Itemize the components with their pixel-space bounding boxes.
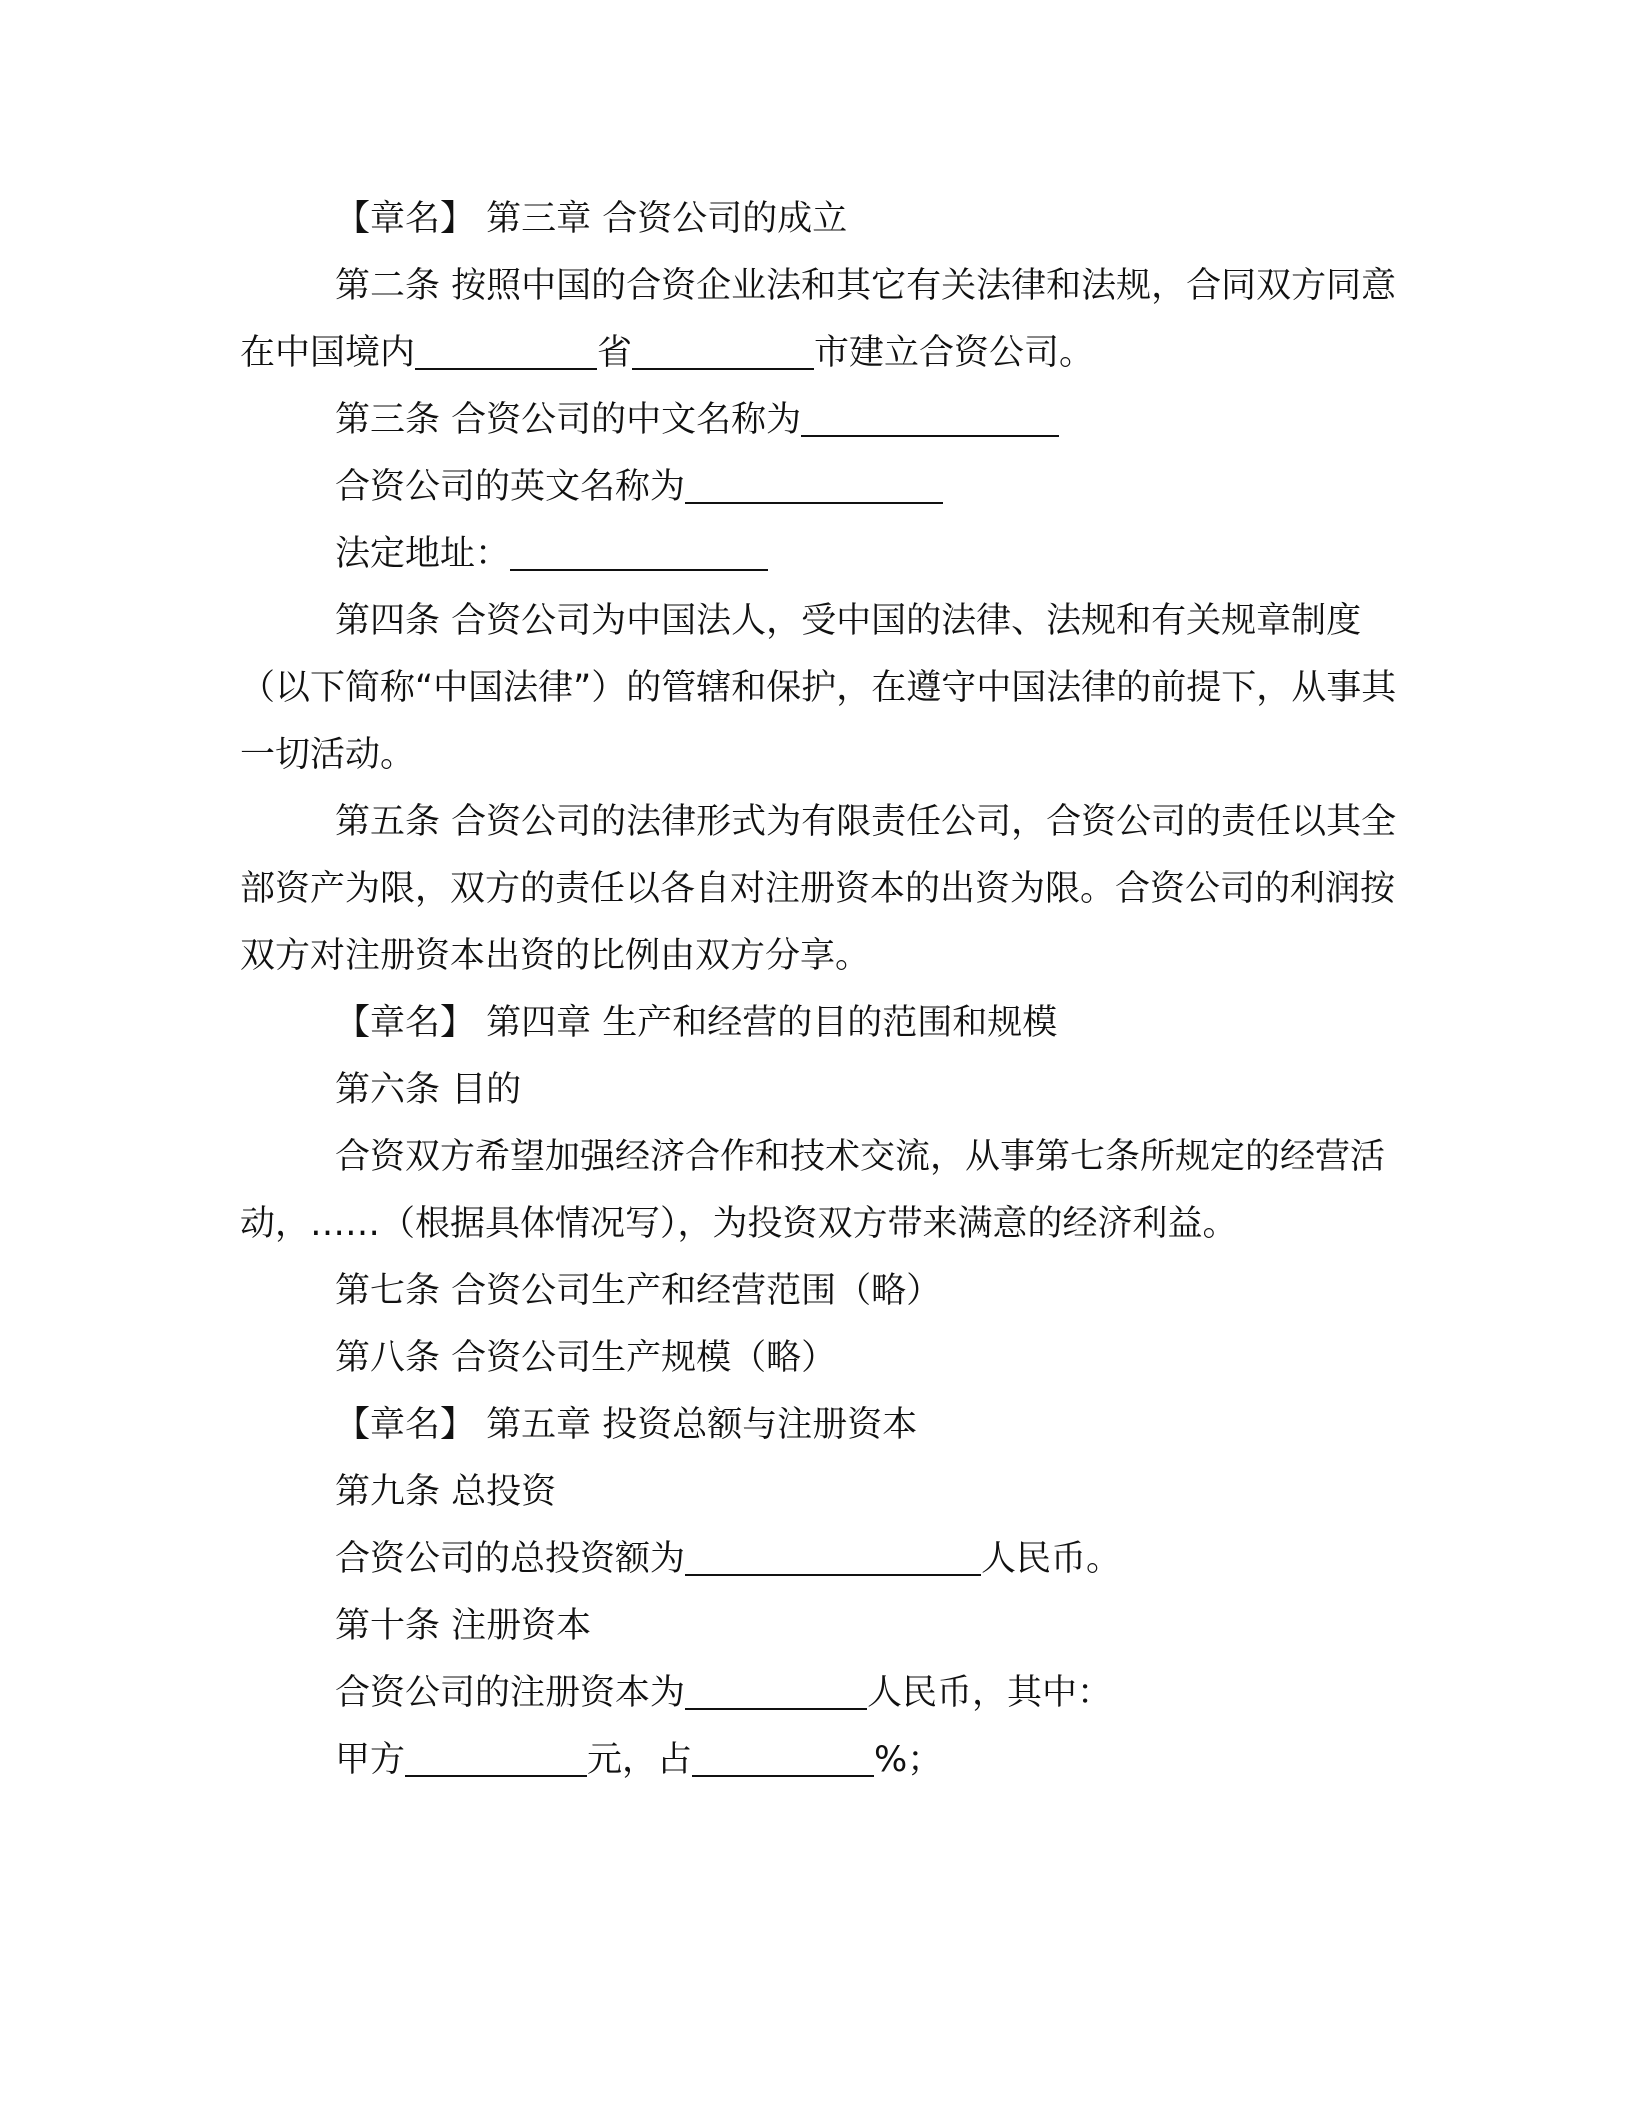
province-label: 省 <box>597 333 633 373</box>
party-a-label: 甲方 <box>335 1740 406 1780</box>
registered-capital-currency: 人民币，其中： <box>867 1673 1113 1713</box>
chapter-5-heading <box>240 1392 1400 1459</box>
article-6-body-text: 合资双方希望加强经济合作和技术交流，从事第七条所规定的经营活动，……（根据具体情况写），为投资双方带来满意的经济利益。 <box>240 1137 1386 1244</box>
chapter-3-heading-text: 【章名】 第三章 合资公司的成立 <box>335 199 848 239</box>
article-8 <box>240 1325 1400 1392</box>
article-2 <box>240 253 1400 387</box>
article-7 <box>240 1258 1400 1325</box>
total-investment-blank <box>685 1536 981 1576</box>
article-3-cn-name <box>240 387 1400 454</box>
en-name-label: 合资公司的英文名称为 <box>335 467 686 507</box>
cn-name-blank <box>801 397 1059 437</box>
total-investment-label: 合资公司的总投资额为 <box>335 1539 686 1579</box>
address-label: 法定地址： <box>335 534 511 574</box>
party-a-percent-blank <box>692 1737 874 1777</box>
article-4 <box>240 588 1400 789</box>
total-investment-currency: 人民币。 <box>981 1539 1122 1579</box>
article-3-en-name <box>240 454 1400 521</box>
chapter-4-heading-text: 【章名】 第四章 生产和经营的目的范围和规模 <box>335 1003 1058 1043</box>
cn-name-label: 第三条 合资公司的中文名称为 <box>335 400 802 440</box>
article-10-body <box>240 1660 1400 1727</box>
address-blank <box>510 531 768 571</box>
article-10-title-text: 第十条 注册资本 <box>335 1606 592 1646</box>
article-9-title <box>240 1459 1400 1526</box>
article-9-body <box>240 1526 1400 1593</box>
article-4-text: 第四条 合资公司为中国法人，受中国的法律、法规和有关规章制度（以下简称“中国法律”）的管辖和保护，在遵守中国法律的前提下，从事其一切活动。 <box>240 601 1397 775</box>
en-name-blank <box>685 464 943 504</box>
registered-capital-blank <box>685 1670 867 1710</box>
party-a-amount-blank <box>405 1737 587 1777</box>
article-6-title <box>240 1057 1400 1124</box>
article-2-text-end: 市建立合资公司。 <box>814 333 1095 373</box>
document-page <box>240 186 1400 1794</box>
article-10-title <box>240 1593 1400 1660</box>
chapter-5-heading-text: 【章名】 第五章 投资总额与注册资本 <box>335 1405 918 1445</box>
article-3-address <box>240 521 1400 588</box>
chapter-3-heading <box>240 186 1400 253</box>
party-a-unit: 元，占 <box>587 1740 693 1780</box>
party-a-percent: %； <box>874 1740 943 1780</box>
article-2-text: 第二条 按照中国的合资企业法和其它有关法律和法规，合同双方同意在中国境内 <box>240 266 1397 373</box>
party-a-contribution <box>240 1727 1400 1794</box>
registered-capital-label: 合资公司的注册资本为 <box>335 1673 686 1713</box>
article-8-text: 第八条 合资公司生产规模（略） <box>335 1338 837 1378</box>
article-6-title-text: 第六条 目的 <box>335 1070 522 1110</box>
article-7-text: 第七条 合资公司生产和经营范围（略） <box>335 1271 942 1311</box>
province-blank <box>415 330 597 370</box>
article-5-text: 第五条 合资公司的法律形式为有限责任公司，合资公司的责任以其全部资产为限，双方的责任以各自对注册资本的出资为限。合资公司的利润按双方对注册资本出资的比例由双方分享。 <box>240 802 1397 976</box>
city-blank <box>632 330 814 370</box>
article-9-title-text: 第九条 总投资 <box>335 1472 557 1512</box>
chapter-4-heading <box>240 990 1400 1057</box>
article-5 <box>240 789 1400 990</box>
article-6-body <box>240 1124 1400 1258</box>
